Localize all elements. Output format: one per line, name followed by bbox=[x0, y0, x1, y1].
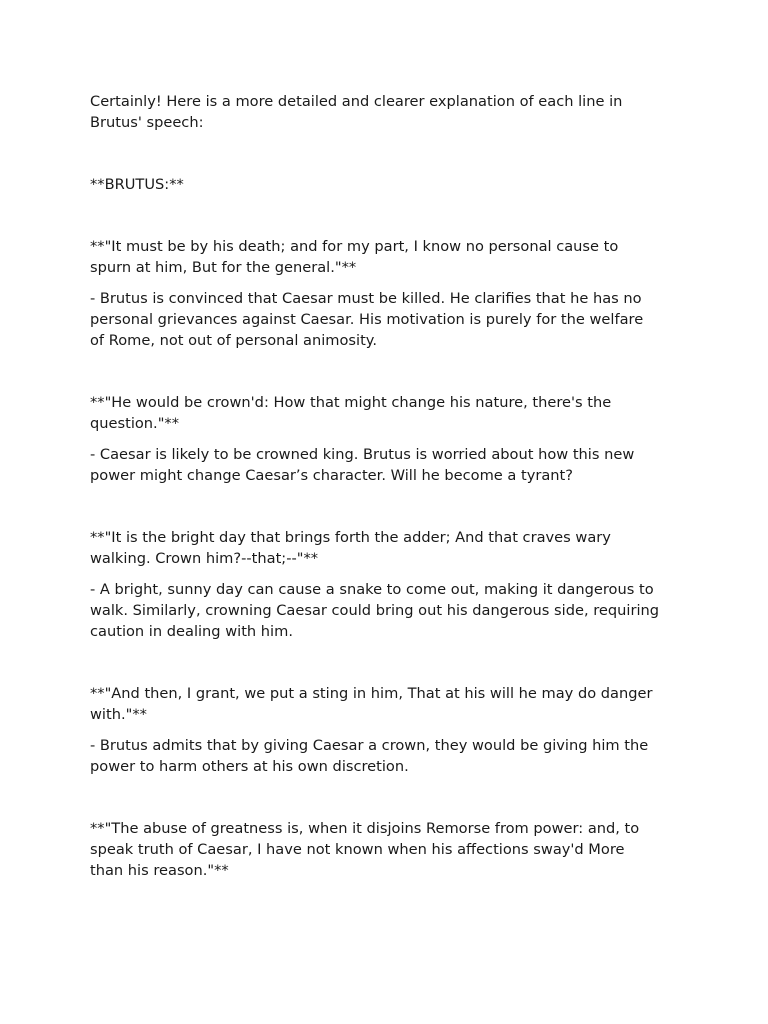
quote-line-3: **"It is the bright day that brings forth the adder; And that craves wary walking. Crown him?--that;--"** bbox=[90, 529, 611, 567]
document-body bbox=[90, 91, 690, 891]
intro-paragraph: Certainly! Here is a more detailed and clearer explanation of each line in Brutus' speech: bbox=[90, 93, 623, 131]
explanation-2: - Caesar is likely to be crowned king. Brutus is worried about how this new power might change Caesar’s character. Will he become a tyrant? bbox=[90, 446, 635, 484]
quote-line-4: **"And then, I grant, we put a sting in him, That at his will he may do danger with."** bbox=[90, 685, 653, 723]
quote-line-2: **"He would be crown'd: How that might change his nature, there's the question."** bbox=[90, 394, 612, 432]
explanation-4: - Brutus admits that by giving Caesar a crown, they would be giving him the power to harm others at his own discretion. bbox=[90, 737, 649, 775]
speaker-heading: **BRUTUS:** bbox=[90, 176, 184, 193]
explanation-3: - A bright, sunny day can cause a snake to come out, making it dangerous to walk. Similarly, crowning Caesar could bring out his dangerous side, requiring caution in dealing with him. bbox=[90, 581, 660, 640]
explanation-1: - Brutus is convinced that Caesar must be killed. He clarifies that he has no personal grievances against Caesar. His motivation is purely for the welfare of Rome, not out of personal animosity. bbox=[90, 290, 644, 349]
quote-line-1: **"It must be by his death; and for my part, I know no personal cause to spurn at him, But for the general."** bbox=[90, 238, 619, 276]
quote-line-5: **"The abuse of greatness is, when it disjoins Remorse from power: and, to speak truth of Caesar, I have not known when his affections sway'd More than his reason."** bbox=[90, 820, 640, 879]
